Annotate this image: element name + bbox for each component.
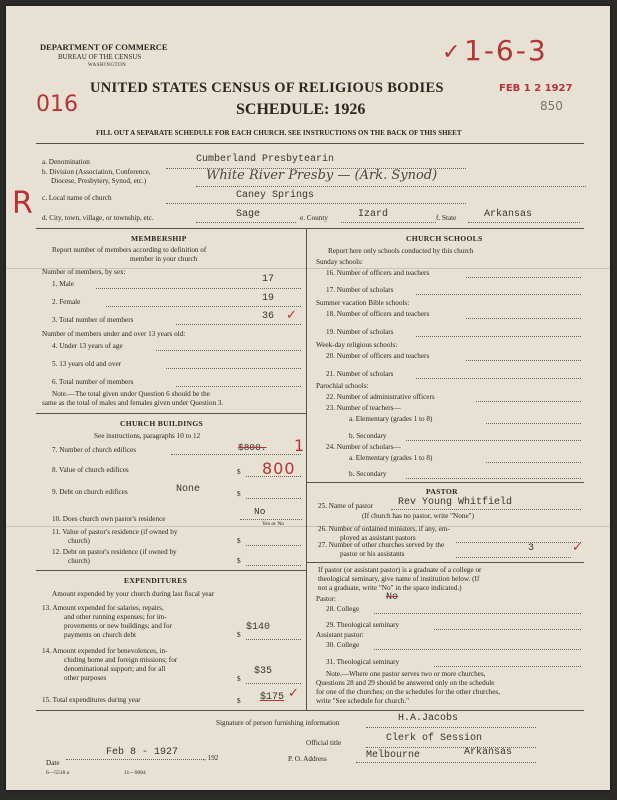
fill-line bbox=[374, 613, 581, 614]
fill-line bbox=[468, 222, 580, 223]
fill-line bbox=[406, 440, 581, 441]
parochial-officers-label: 22. Number of administrative officers bbox=[326, 393, 435, 401]
yes-no-hint: Yes or No bbox=[262, 521, 285, 527]
pastor-college-label: 28. College bbox=[326, 605, 360, 613]
city-label: d. City, town, village, or township, etc. bbox=[42, 214, 154, 222]
po-city-value: Melbourne bbox=[366, 750, 421, 761]
fold-crease bbox=[6, 526, 610, 527]
benevolences-label-3: denominational support; and for all bbox=[64, 665, 166, 673]
residence-owned-label: 10. Does church own pastor's residence bbox=[52, 515, 166, 523]
dollar-sign: $ bbox=[237, 697, 241, 705]
fill-line bbox=[374, 649, 581, 650]
fill-line bbox=[456, 557, 571, 558]
other-churches-label-2: pastor or his assistants bbox=[340, 550, 405, 558]
female-value: 19 bbox=[262, 293, 275, 304]
instruction-banner: FILL OUT A SEPARATE SCHEDULE FOR EACH CHURCH. SEE INSTRUCTIONS ON THE BACK OF THIS SHEET bbox=[96, 129, 462, 137]
fill-line bbox=[246, 545, 301, 546]
graduate-instruction-3: not a graduate, write "No" in the space indicated.) bbox=[318, 584, 462, 592]
state-label: f. State bbox=[436, 214, 457, 222]
fill-line bbox=[246, 498, 301, 499]
expenditures-subheading: Amount expended by your church during last fiscal year bbox=[52, 590, 215, 598]
church-name-label: c. Local name of church bbox=[42, 194, 112, 202]
fill-line bbox=[486, 462, 581, 463]
buildings-heading: CHURCH BUILDINGS bbox=[120, 419, 204, 428]
membership-heading: MEMBERSHIP bbox=[131, 234, 187, 243]
pastor-note: Note.—Where one pastor serves two or more churches, bbox=[326, 670, 486, 678]
teachers-secondary-label: b. Secondary bbox=[349, 432, 387, 440]
form-code: 6—5518 a bbox=[46, 770, 70, 776]
dollar-sign: $ bbox=[237, 490, 241, 498]
sunday-schools-label: Sunday schools: bbox=[316, 258, 363, 266]
struck-value: $800. bbox=[238, 442, 267, 453]
header-rule bbox=[36, 143, 584, 144]
membership-intro: Report number of members according to definition of bbox=[52, 246, 207, 254]
weekday-schools-label: Week-day religious schools: bbox=[316, 341, 398, 349]
pastor-note-2: Questions 28 and 29 should be answered only on the schedule bbox=[316, 679, 495, 687]
residence-debt-label-2: church) bbox=[68, 557, 90, 565]
section-rule bbox=[306, 482, 584, 483]
stamp-number: 850 bbox=[540, 99, 563, 113]
fill-line bbox=[434, 666, 581, 667]
edifices-debt-label: 9. Debt on church edifices bbox=[52, 488, 128, 496]
fill-line bbox=[456, 542, 581, 543]
teachers-elementary-label: a. Elementary (grades 1 to 8) bbox=[349, 415, 433, 423]
state-value: Arkansas bbox=[484, 209, 533, 220]
red-pencil-letter: R bbox=[12, 186, 33, 221]
total-members-value: 36 bbox=[262, 311, 275, 322]
vacation-scholars-label: 19. Number of scholars bbox=[326, 328, 394, 336]
pastor-note-3: for one of the churches; on the schedules for the other churches, bbox=[316, 688, 501, 696]
running-expenses-value: $140 bbox=[246, 622, 271, 633]
dollar-sign: $ bbox=[237, 631, 241, 639]
parochial-schools-label: Parochial schools: bbox=[316, 382, 369, 390]
official-title-label: Official title bbox=[306, 739, 342, 747]
fill-line bbox=[176, 324, 301, 325]
fill-line bbox=[406, 478, 581, 479]
graduate-instruction-2: theological seminary, give name of institution below. (If bbox=[318, 575, 480, 583]
scholars-elementary-label: a. Elementary (grades 1 to 8) bbox=[349, 454, 433, 462]
po-address-label: P. O. Address bbox=[288, 755, 327, 763]
male-label: 1. Male bbox=[52, 280, 74, 288]
parochial-teachers-label: 23. Number of teachers— bbox=[326, 404, 401, 412]
under-13-label: 4. Under 13 years of age bbox=[52, 342, 123, 350]
fill-line bbox=[486, 423, 581, 424]
department-label: DEPARTMENT OF COMMERCE bbox=[40, 42, 168, 52]
edifices-value-value: 800 bbox=[262, 459, 296, 478]
pastor-name-hint: (If church has no pastor, write "None") bbox=[362, 512, 474, 520]
total-expenditures-value: $175 bbox=[260, 692, 285, 703]
date-value: Feb 8 - 1927 bbox=[106, 747, 179, 758]
fill-line bbox=[391, 509, 581, 510]
residence-debt-label: 12. Debt on pastor's residence (if owned by bbox=[52, 548, 177, 556]
benevolences-label: 14. Amount expended for benevolences, in- bbox=[42, 647, 168, 655]
assistant-seminary-label: 31. Theological seminary bbox=[326, 658, 400, 666]
fill-line bbox=[466, 318, 581, 319]
sunday-officers-label: 16. Number of officers and teachers bbox=[326, 269, 430, 277]
fill-line bbox=[246, 476, 301, 477]
division-label-2: Diocese, Presbytery, Synod, etc.) bbox=[51, 177, 147, 185]
fill-line bbox=[96, 288, 301, 289]
residence-value-label-2: church) bbox=[68, 537, 90, 545]
date-label: Date bbox=[46, 759, 60, 767]
fill-line bbox=[196, 222, 296, 223]
membership-intro-2: member in your church bbox=[130, 255, 198, 263]
total-expenditures-label: 15. Total expenditures during year bbox=[42, 696, 141, 704]
county-label: e. County bbox=[300, 214, 328, 222]
buildings-subheading: See instructions, paragraphs 10 to 12 bbox=[94, 432, 201, 440]
section-rule bbox=[36, 570, 306, 571]
section-rule bbox=[36, 228, 584, 229]
other-churches-label: 27. Number of other churches served by the bbox=[318, 541, 445, 549]
membership-note: Note.—The total given under Question 6 should be the bbox=[52, 390, 210, 398]
fill-line bbox=[171, 454, 301, 455]
official-title-value: Clerk of Session bbox=[386, 733, 483, 744]
total-members-label: 3. Total number of members bbox=[52, 316, 134, 324]
residence-owned-value: No bbox=[254, 506, 266, 517]
other-churches-value: 3 bbox=[528, 543, 535, 554]
edifices-debt-value: None bbox=[176, 484, 201, 495]
bureau-label: BUREAU OF THE CENSUS bbox=[58, 53, 142, 61]
membership-note-2: same as the total of males and females given under Question 3. bbox=[42, 399, 224, 407]
running-expenses-label-4: payments on church debt bbox=[64, 631, 137, 639]
form-number: 11—9084 bbox=[124, 770, 146, 776]
running-expenses-label-3: provements or new buildings; and for bbox=[64, 622, 172, 630]
sunday-scholars-label: 17. Number of scholars bbox=[326, 286, 394, 294]
running-expenses-label-2: and other running expenses; for im- bbox=[64, 613, 167, 621]
assistant-ministers-label-2: ployed as assistant pastors bbox=[340, 534, 416, 542]
pastor-heading: PASTOR bbox=[426, 487, 458, 496]
po-state-value: Arkansas bbox=[464, 747, 513, 758]
residence-value-label: 11. Value of pastor's residence (if owned by bbox=[52, 528, 178, 536]
fill-line bbox=[66, 759, 204, 760]
signature-value: H.A.Jacobs bbox=[398, 713, 459, 724]
fill-line bbox=[341, 222, 436, 223]
benevolences-label-2: cluding home and foreign missions; for bbox=[64, 656, 178, 664]
expenditures-heading: EXPENDITURES bbox=[124, 576, 188, 585]
check-mark-icon: ✓ bbox=[288, 686, 299, 701]
county-value: Izard bbox=[358, 209, 389, 220]
red-pencil-code: 016 bbox=[36, 92, 78, 117]
dollar-sign: $ bbox=[237, 537, 241, 545]
pastor-college-value: No bbox=[386, 592, 399, 603]
edifices-count-label: 7. Number of church edifices bbox=[52, 446, 137, 454]
members-by-sex-label: Number of members, by sex: bbox=[42, 268, 126, 276]
dollar-sign: $ bbox=[237, 557, 241, 565]
check-mark-icon: ✓ bbox=[442, 40, 461, 65]
benevolences-label-4: other purposes bbox=[64, 674, 107, 682]
year-suffix: , 192 bbox=[204, 754, 219, 762]
assistant-ministers-label: 26. Number of ordained ministers, if any, em- bbox=[318, 525, 450, 533]
fill-line bbox=[166, 203, 466, 204]
form-title: UNITED STATES CENSUS OF RELIGIOUS BODIES bbox=[90, 80, 444, 96]
fill-line bbox=[246, 683, 301, 684]
vacation-schools-label: Summer vacation Bible schools: bbox=[316, 299, 410, 307]
column-divider bbox=[306, 228, 307, 710]
fill-line bbox=[240, 519, 302, 520]
fill-line bbox=[196, 186, 586, 187]
weekday-scholars-label: 21. Number of scholars bbox=[326, 370, 394, 378]
fill-line bbox=[246, 639, 301, 640]
edifices-count-value: 1 bbox=[294, 436, 305, 455]
fill-line bbox=[476, 401, 581, 402]
red-pencil-code-top: 1-6-3 bbox=[464, 34, 548, 67]
age-heading: Number of members under and over 13 years old: bbox=[42, 330, 186, 338]
graduate-instruction: If pastor (or assistant pastor) is a graduate of a college or bbox=[318, 566, 482, 574]
edifices-value-label: 8. Value of church edifices bbox=[52, 466, 129, 474]
fill-line bbox=[416, 336, 581, 337]
city-label: WASHINGTON bbox=[88, 63, 127, 68]
dollar-sign: $ bbox=[237, 675, 241, 683]
check-mark-icon: ✓ bbox=[286, 308, 297, 323]
received-date-stamp: FEB 1 2 1927 bbox=[499, 83, 573, 94]
pastor-note-4: write "See schedule for church." bbox=[316, 697, 410, 705]
female-label: 2. Female bbox=[52, 298, 81, 306]
scholars-secondary-label: b. Secondary bbox=[349, 470, 387, 478]
census-schedule-page bbox=[6, 6, 610, 790]
signature-label: Signature of person furnishing information bbox=[216, 719, 340, 727]
running-expenses-label: 13. Amount expended for salaries, repairs, bbox=[42, 604, 164, 612]
church-name-value: Caney Springs bbox=[236, 190, 315, 201]
denomination-label: a. Denomination bbox=[42, 158, 90, 166]
city-value: Sage bbox=[236, 209, 261, 220]
fill-line bbox=[466, 277, 581, 278]
fill-line bbox=[156, 350, 301, 351]
fill-line bbox=[356, 762, 536, 763]
parochial-scholars-label: 24. Number of scholars— bbox=[326, 443, 401, 451]
benevolences-value: $35 bbox=[254, 666, 273, 677]
fill-line bbox=[416, 378, 581, 379]
assistant-pastor-sublabel: Assistant pastor: bbox=[316, 631, 364, 639]
division-label: b. Division (Association, Conference, bbox=[42, 168, 151, 176]
section-rule bbox=[36, 413, 306, 414]
fill-line bbox=[106, 306, 301, 307]
fill-line bbox=[166, 368, 301, 369]
section-rule bbox=[36, 710, 584, 711]
assistant-college-label: 30. College bbox=[326, 641, 360, 649]
fill-line bbox=[416, 294, 581, 295]
fill-line bbox=[466, 360, 581, 361]
pastor-name-value: Rev Young Whitfield bbox=[398, 497, 513, 508]
fill-line bbox=[176, 386, 301, 387]
pastor-seminary-label: 29. Theological seminary bbox=[326, 621, 400, 629]
schools-heading: CHURCH SCHOOLS bbox=[406, 234, 483, 243]
over-13-label: 5. 13 years old and over bbox=[52, 360, 122, 368]
vacation-officers-label: 18. Number of officers and teachers bbox=[326, 310, 430, 318]
weekday-officers-label: 20. Number of officers and teachers bbox=[326, 352, 430, 360]
schedule-title: SCHEDULE: 1926 bbox=[236, 101, 366, 118]
schools-intro: Report here only schools conducted by this church bbox=[328, 247, 474, 255]
pastor-name-label: 25. Name of pastor bbox=[318, 502, 374, 510]
male-value: 17 bbox=[262, 274, 275, 285]
check-mark-icon: ✓ bbox=[572, 540, 583, 555]
fill-line bbox=[434, 629, 581, 630]
dollar-sign: $ bbox=[237, 468, 241, 476]
fill-line bbox=[246, 565, 301, 566]
denomination-value: Cumberland Presbytearin bbox=[196, 154, 335, 165]
division-value: White River Presby — (Ark. Synod) bbox=[206, 168, 438, 183]
pastor-sublabel: Pastor: bbox=[316, 595, 336, 603]
fill-line bbox=[366, 727, 536, 728]
total-members-age-label: 6. Total number of members bbox=[52, 378, 134, 386]
section-rule bbox=[306, 562, 584, 563]
